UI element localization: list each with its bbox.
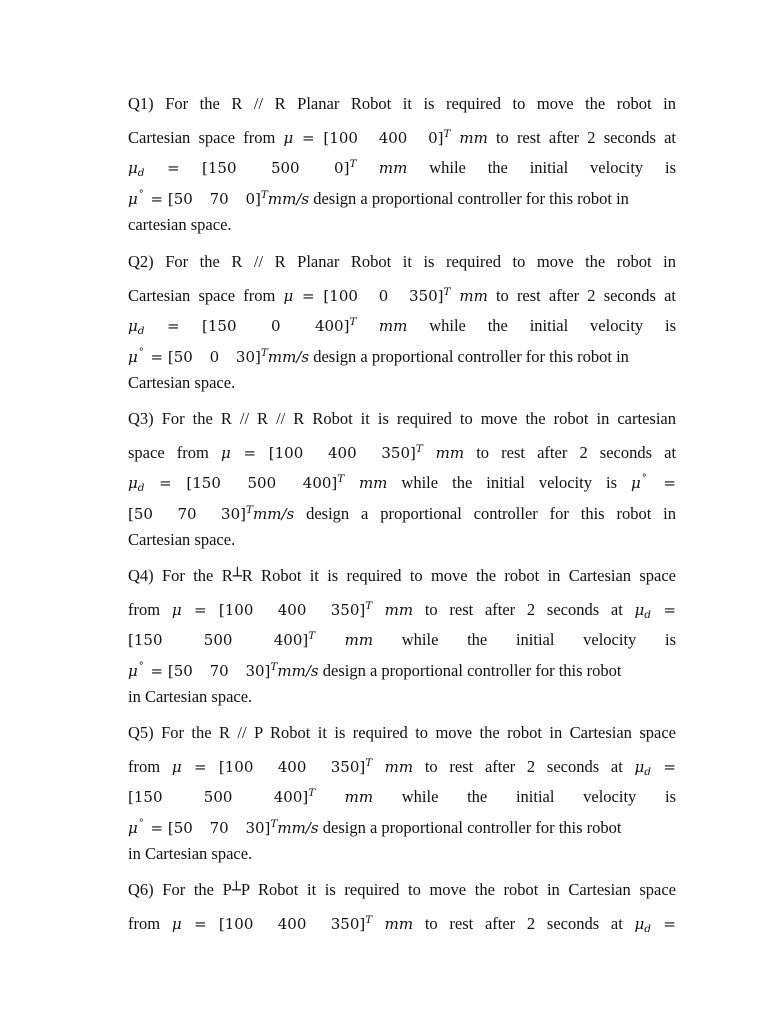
q2-design: design a proportional controller for this robot in	[313, 346, 629, 366]
q1-mud-vector: [150 500 0]	[202, 159, 350, 178]
q3-line-1	[128, 404, 676, 434]
q4-velocity-equation: μ° = [50 70 30]$^T$mm/s	[128, 660, 319, 680]
q2-ending: Cartesian space.	[128, 372, 236, 392]
q2-line-4	[128, 338, 676, 368]
q5-ending: in Cartesian space.	[128, 843, 253, 863]
q2-prefix: Q2) For the R // R Planar Robot it is required to move the robot in	[128, 252, 676, 271]
q5-line-2: from μ = [100 400 350]$^T$ mm to rest after 2 seconds at $\mu_d$ =	[128, 757, 676, 779]
q2-velocity-vector: [50 0 30]	[167, 347, 261, 366]
q2-mud-vector: [150 0 400]	[202, 317, 350, 336]
q3-prefix: Q3) For the R // R // R Robot it is required to move the robot in cartesian	[128, 409, 676, 428]
q3-mu-equation: μ = [100 400 350]$^T$ mm	[220, 443, 465, 463]
q1-line-1	[128, 89, 676, 119]
q3-line-3: $\mu_d = [150$ 500 400]$^T$ mm while the initial velocity is μ° =	[128, 473, 676, 495]
q5-mud-lhs: $\mu_d$ =	[634, 758, 676, 779]
question-4	[128, 561, 676, 712]
q3-mud-equation: $\mu_d = [150$ 500 400]$^T$ mm	[128, 473, 388, 495]
q2-velocity-equation: μ° = [50 0 30]$^T$mm/s	[128, 346, 310, 366]
q5-mu-vector: [100 400 350]	[218, 758, 366, 777]
question-3	[128, 404, 676, 555]
q4-line-3: [150 500 400]$^T$ mm while the initial velocity is	[128, 630, 676, 650]
q3-velocity-equation: [50 70 30]$^T$mm/s	[128, 503, 295, 523]
q3-line-5	[128, 525, 676, 555]
question-1	[128, 89, 676, 240]
q2-line-1	[128, 247, 676, 277]
q3-velocity-vector: [50 70 30]	[128, 504, 246, 523]
q2-mu-equation: μ = [100 0 350]$^T$ mm	[283, 286, 488, 306]
q1-line-2	[128, 119, 676, 149]
q5-line-5	[128, 839, 676, 869]
q1-to-rest: to rest after 2 seconds at	[495, 128, 676, 148]
q3-ending: Cartesian space.	[128, 529, 236, 549]
q4-design: design a proportional controller for this robot	[322, 660, 622, 680]
q2-from-text: Cartesian space from	[128, 286, 276, 306]
q4-ending: in Cartesian space.	[128, 686, 253, 706]
q3-design: design a proportional controller for this robot in	[306, 503, 676, 523]
question-6	[128, 875, 676, 935]
q5-mud-vector: [150 500 400]	[128, 788, 309, 807]
q4-line-2: from μ = [100 400 350]$^T$ mm to rest after 2 seconds at $\mu_d$ =	[128, 600, 676, 622]
q2-mu-vector: [100 0 350]	[323, 287, 444, 306]
q6-line-1: Q6) For the P┴P Robot it is required to move the robot in Cartesian space	[128, 880, 677, 899]
q2-mud-equation: $\mu_d = [150$ 0 400]$^T$ mm	[128, 316, 408, 338]
q5-mud-vector-wrap: [150 500 400]$^T$ mm	[128, 787, 374, 807]
perpendicular-symbol: ┴	[232, 567, 242, 585]
q1-from-text: Cartesian space from	[128, 128, 276, 148]
q3-line-4	[128, 495, 676, 525]
q4-mud-vector-wrap: [150 500 400]$^T$ mm	[128, 630, 374, 650]
q3-mu-vector: [100 400 350]	[268, 444, 416, 463]
q1-mu-vector: [100 400 0]	[323, 129, 444, 148]
q5-mu-equation: μ = [100 400 350]$^T$ mm	[171, 757, 414, 777]
q1-velocity-vector: [50 70 0]	[167, 189, 261, 208]
q4-velocity-vector: [50 70 30]	[167, 661, 271, 680]
q1-line-4	[128, 180, 676, 210]
q2-line-5	[128, 368, 676, 398]
q4-line-5	[128, 682, 676, 712]
q5-line-4	[128, 809, 676, 839]
q5-line-1	[128, 718, 676, 748]
q1-mud-equation: $\mu_d = [150$ 500 0]$^T$ mm	[128, 158, 408, 180]
q5-prefix: Q5) For the R // P Robot it is required to move the robot in Cartesian space	[128, 723, 676, 742]
q4-mud-lhs: $\mu_d$ =	[634, 601, 676, 622]
q4-mu-equation: μ = [100 400 350]$^T$ mm	[171, 600, 414, 620]
q5-velocity-vector: [50 70 30]	[167, 818, 271, 837]
q4-mud-vector: [150 500 400]	[128, 631, 309, 650]
q1-design: design a proportional controller for this robot in	[313, 188, 629, 208]
q6-mu-vector: [100 400 350]	[218, 915, 366, 934]
q2-to-rest: to rest after 2 seconds at	[495, 286, 676, 306]
q5-design: design a proportional controller for this robot	[322, 817, 622, 837]
q1-prefix: Q1) For the R // R Planar Robot it is required to move the robot in	[128, 94, 676, 113]
q6-line-2: from μ = [100 400 350]$^T$ mm to rest after 2 seconds at $\mu_d$ =	[128, 914, 676, 936]
q3-velocity-lhs: μ° =	[631, 473, 676, 493]
perpendicular-symbol: ┴	[231, 881, 241, 899]
question-2	[128, 247, 676, 398]
q5-velocity-equation: μ° = [50 70 30]$^T$mm/s	[128, 817, 319, 837]
q4-line-4	[128, 652, 676, 682]
q4-line-1: Q4) For the R┴R Robot it is required to move the robot in Cartesian space	[128, 566, 676, 585]
q1-ending: cartesian space.	[128, 214, 232, 234]
q3-line-2: space from μ = [100 400 350]$^T$ mm to rest after 2 seconds at	[128, 443, 677, 463]
q4-mu-vector: [100 400 350]	[218, 601, 366, 620]
question-5	[128, 718, 676, 869]
q1-velocity-equation: μ° = [50 70 0]$^T$mm/s	[128, 188, 310, 208]
q6-mu-equation: μ = [100 400 350]$^T$ mm	[171, 914, 414, 934]
q1-line-3: $\mu_d = [150$ 500 0]$^T$ mm while the initial velocity is	[128, 158, 677, 180]
q3-mud-vector: [150 500 400]	[186, 474, 338, 493]
q6-mud-lhs: $\mu_d$ =	[634, 915, 676, 936]
q5-line-3: [150 500 400]$^T$ mm while the initial velocity is	[128, 787, 676, 807]
q1-mu-equation: μ = [100 400 0]$^T$ mm	[283, 128, 488, 148]
q1-line-5	[128, 210, 676, 240]
q2-line-2	[128, 277, 676, 307]
q2-line-3: $\mu_d = [150$ 0 400]$^T$ mm while the initial velocity is	[128, 316, 677, 338]
